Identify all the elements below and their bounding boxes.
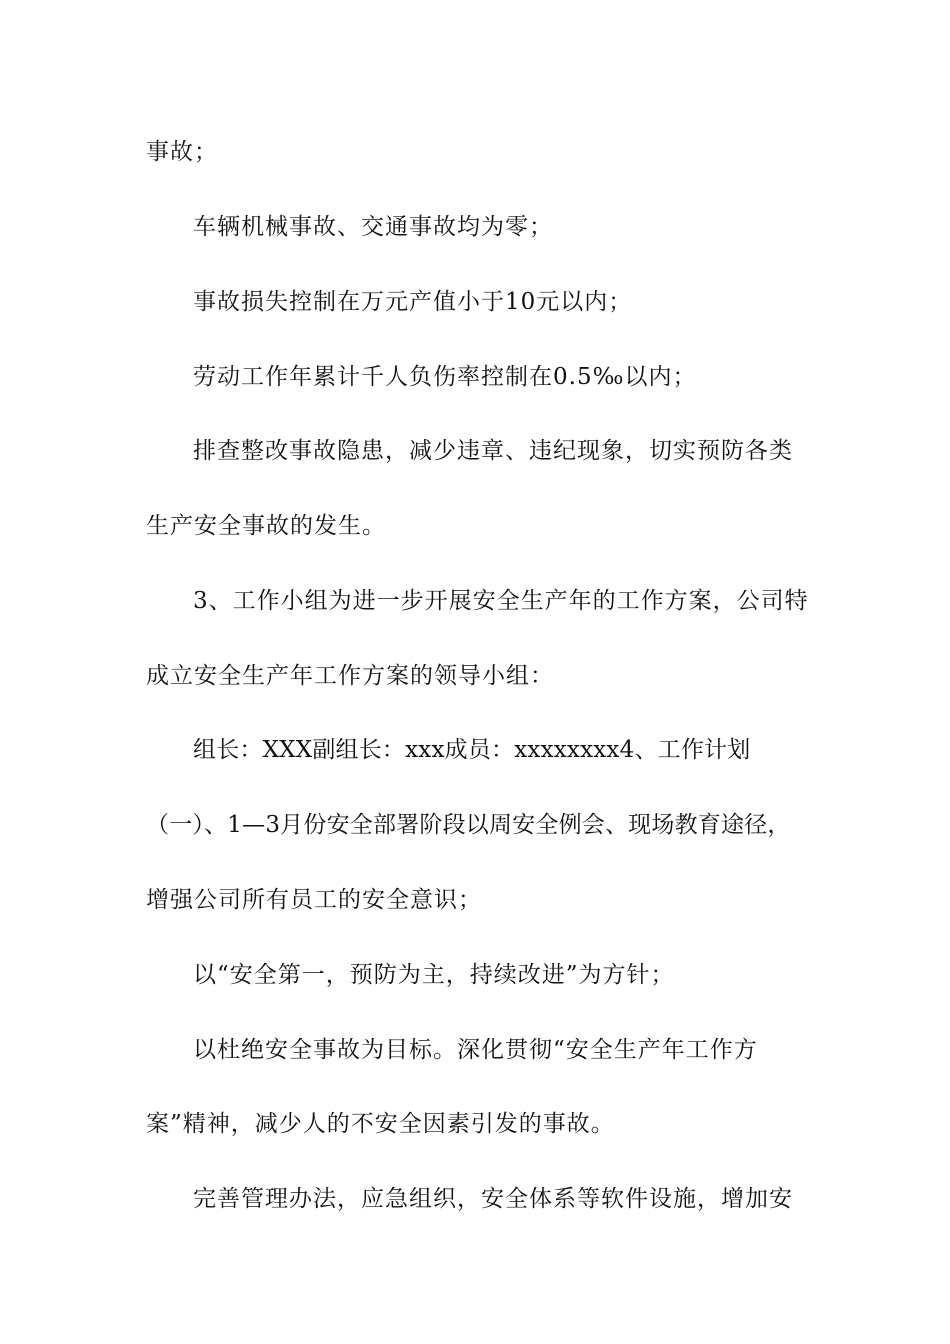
text-line-2: 车辆机械事故、交通事故均为零； [193,214,553,240]
text-line-13: 以杜绝安全事故为目标。深化贯彻“安全生产年工作方 [193,1037,758,1063]
text-line-12: 以“安全第一，预防为主，持续改进”为方针； [193,962,675,988]
text-line-9: 组长：XXX副组长：xxx成员：xxxxxxxx4、工作计划 [193,737,751,763]
text-line-10: （一）、1—3月份安全部署阶段以周安全例会、现场教育途径， [146,812,791,838]
text-line-5: 排查整改事故隐患，减少违章、违纪现象，切实预防各类 [193,438,793,464]
text-line-4: 劳动工作年累计千人负伤率控制在0.5‰以内； [193,364,697,390]
text-line-6: 生产安全事故的发生。 [146,513,386,539]
text-line-11: 增强公司所有员工的安全意识； [146,887,482,913]
text-line-7: 3、工作小组为进一步开展安全生产年的工作方案，公司特 [193,588,809,614]
text-line-15: 完善管理办法，应急组织，安全体系等软件设施，增加安 [193,1186,793,1212]
text-line-14: 案”精神，减少人的不安全因素引发的事故。 [146,1111,615,1137]
text-line-3: 事故损失控制在万元产值小于10元以内； [193,289,633,315]
text-line-8: 成立安全生产年工作方案的领导小组： [146,663,554,689]
text-line-1: 事故； [146,139,218,165]
